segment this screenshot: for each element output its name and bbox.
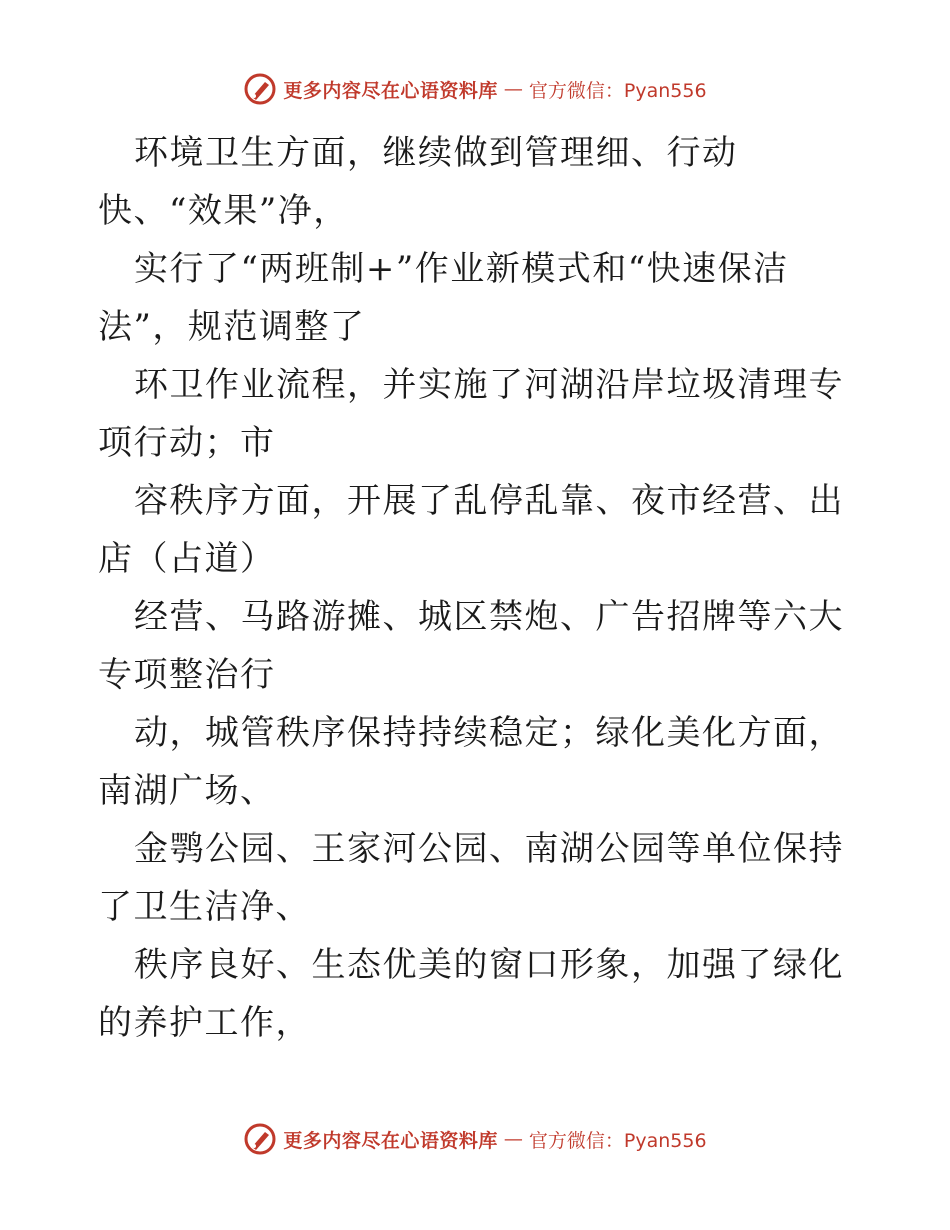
paragraph: 环卫作业流程，并实施了河湖沿岸垃圾清理专项行动；市 <box>98 365 844 463</box>
footer-watermark <box>0 1122 950 1156</box>
paragraph: 动，城管秩序保持持续稳定；绿化美化方面，南湖广场、 <box>98 713 844 811</box>
watermark-sub-text: 官方微信：Pyan556 <box>528 79 707 102</box>
paragraph: 容秩序方面，开展了乱停乱靠、夜市经营、出店（占道） <box>98 481 844 579</box>
document-body <box>98 124 854 1052</box>
paragraph: 实行了“两班制+”作业新模式和“快速保洁法”，规范调整了 <box>98 249 789 347</box>
header-watermark <box>0 72 950 106</box>
watermark-main-text: 更多内容尽在心语资料库 <box>283 1129 498 1152</box>
watermark-sub-text: 官方微信：Pyan556 <box>528 1129 707 1152</box>
paragraph: 金鹗公园、王家河公园、南湖公园等单位保持了卫生洁净、 <box>98 829 844 927</box>
watermark-separator: — <box>503 78 523 100</box>
paragraph: 环境卫生方面，继续做到管理细、行动快、“效果”净， <box>98 133 738 231</box>
paragraph: 经营、马路游摊、城区禁炮、广告招牌等六大专项整治行 <box>98 597 844 695</box>
watermark-separator: — <box>503 1128 523 1150</box>
watermark-main-text: 更多内容尽在心语资料库 <box>283 79 498 102</box>
pen-logo-icon <box>243 1122 277 1156</box>
paragraph: 秩序良好、生态优美的窗口形象，加强了绿化的养护工作， <box>98 945 844 1043</box>
pen-logo-icon <box>243 72 277 106</box>
